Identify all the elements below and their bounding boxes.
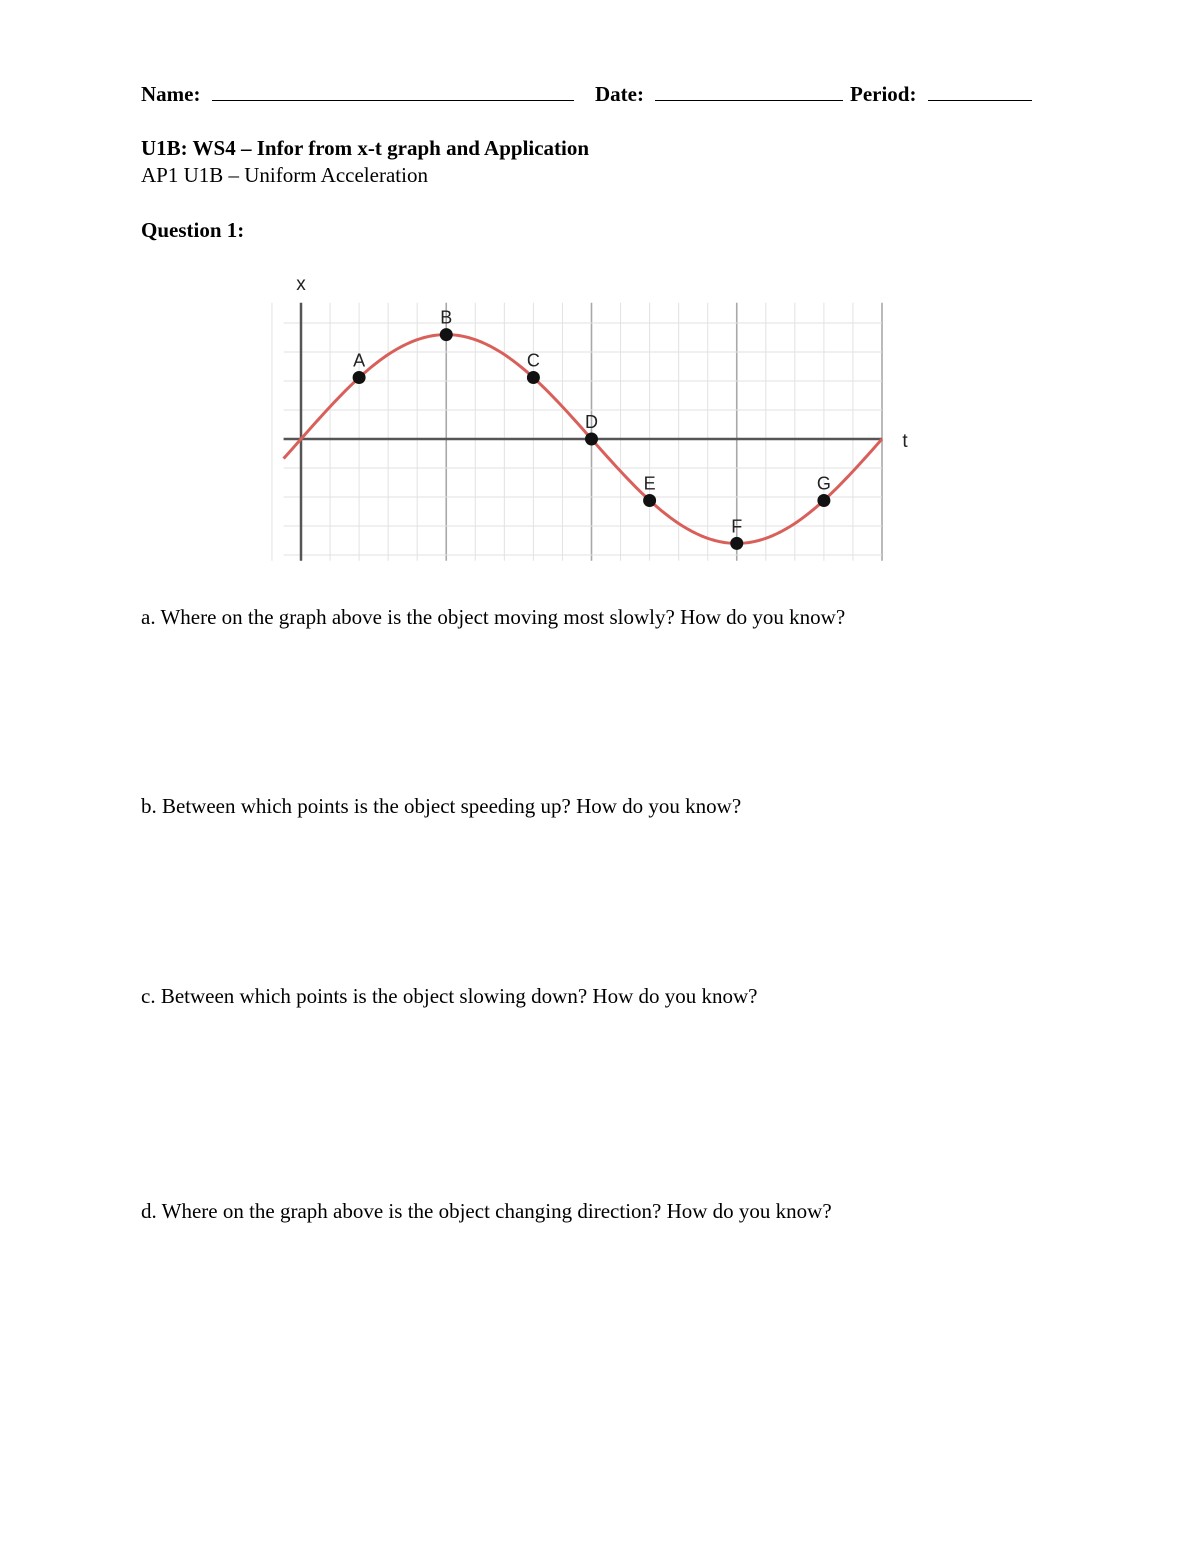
date-label: Date:: [595, 82, 644, 106]
point-e: [643, 494, 656, 507]
point-f: [730, 537, 743, 550]
graph-grid: [272, 303, 882, 561]
worksheet-title: U1B: WS4 – Infor from x-t graph and Application: [141, 136, 590, 160]
point-label-a: A: [353, 350, 366, 371]
point-label-b: B: [440, 307, 453, 328]
y-axis-label: x: [296, 274, 306, 295]
question-d: d. Where on the graph above is the object changing direction? How do you know?: [141, 1199, 832, 1223]
question-b: b. Between which points is the object speeding up? How do you know?: [141, 794, 742, 818]
point-b: [440, 328, 453, 341]
point-c: [527, 371, 540, 384]
point-g: [817, 494, 830, 507]
point-a: [353, 371, 366, 384]
x-axis-label: t: [902, 431, 908, 452]
xt-graph: [0, 0, 1200, 600]
question-c: c. Between which points is the object slowing down? How do you know?: [141, 984, 758, 1008]
graph-axes: [284, 303, 882, 561]
question-a: a. Where on the graph above is the object moving most slowly? How do you know?: [141, 605, 846, 629]
period-label: Period:: [850, 82, 917, 106]
point-d: [585, 433, 598, 446]
point-label-f: F: [731, 516, 743, 537]
question-heading: Question 1:: [141, 218, 245, 242]
point-label-d: D: [585, 412, 598, 432]
point-label-c: C: [526, 350, 540, 371]
point-label-e: E: [643, 473, 656, 494]
worksheet-subtitle: AP1 U1B – Uniform Acceleration: [141, 163, 428, 187]
point-label-g: G: [816, 473, 831, 494]
name-label: Name:: [141, 82, 201, 106]
